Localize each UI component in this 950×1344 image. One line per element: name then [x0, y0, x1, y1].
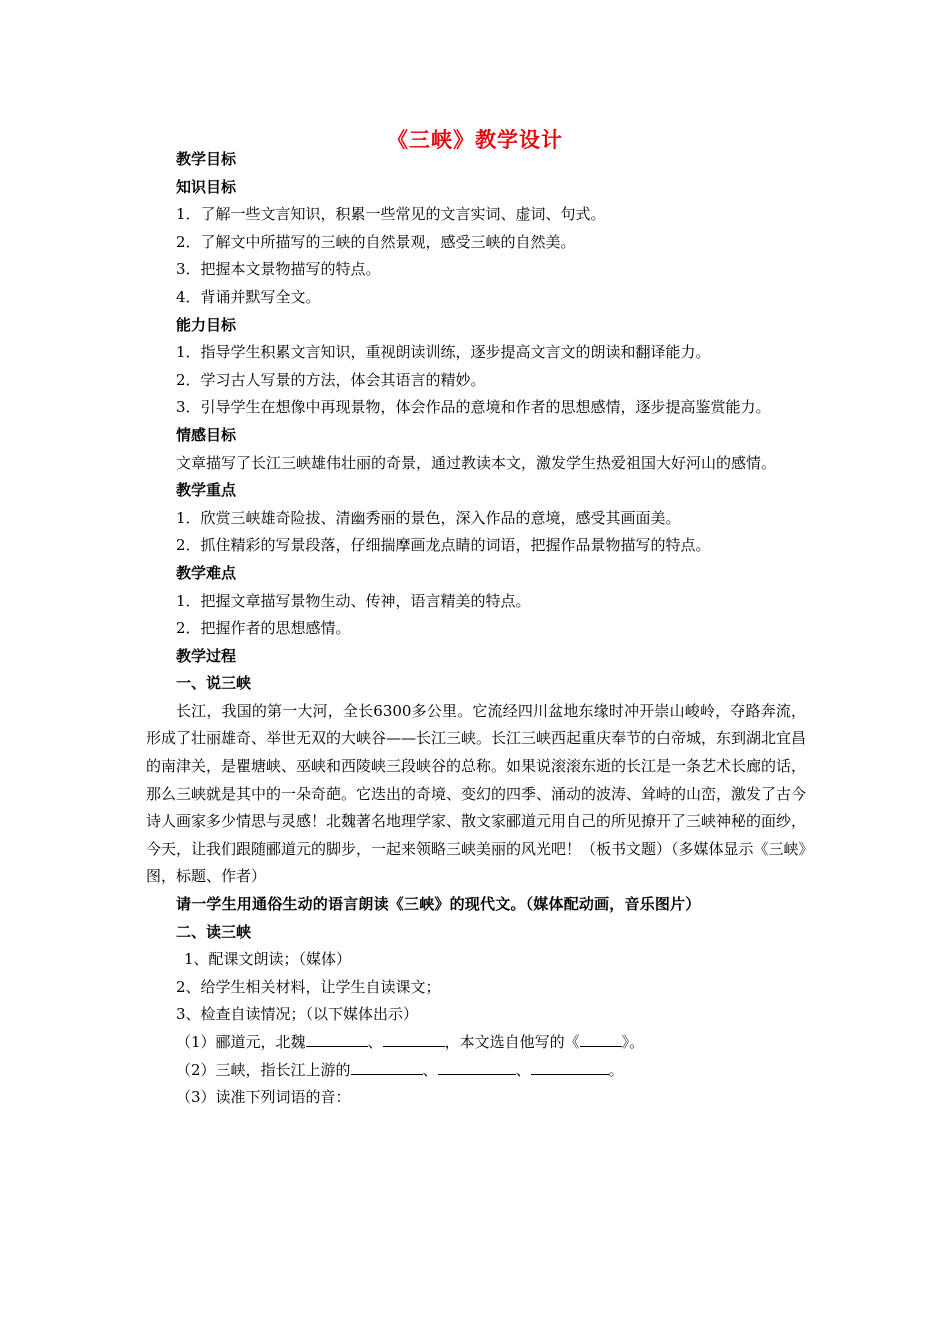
question-1-sep: 、 [367, 1033, 383, 1051]
heading-section-2: 二、读三峡 [176, 922, 252, 941]
heading-emotion-goals: 情感目标 [176, 425, 237, 444]
fill-blank[interactable] [438, 1060, 516, 1075]
difficult-item: 1．把握文章描写景物生动、传神，语言精美的特点。 [176, 591, 531, 610]
question-2-prefix: （2）三峡，指长江上游的 [176, 1060, 351, 1079]
read-item: 1、配课文朗读；（媒体） [184, 950, 352, 969]
heading-difficult-points: 教学难点 [176, 563, 237, 582]
fill-blank[interactable] [306, 1032, 368, 1047]
question-1-mid: ，本文选自他写的《 [444, 1033, 580, 1051]
knowledge-item: 1．了解一些文言知识，积累一些常见的文言实词、虚词、句式。 [176, 205, 606, 224]
heading-process: 教学过程 [176, 646, 237, 665]
fill-blank[interactable] [351, 1060, 423, 1075]
page-title: 《三峡》教学设计 [387, 128, 563, 152]
knowledge-item: 4．背诵并默写全文。 [176, 287, 321, 306]
heading-ability-goals: 能力目标 [176, 315, 237, 334]
question-2-suffix: 。 [608, 1060, 624, 1079]
ability-item: 3．引导学生在想像中再现景物，体会作品的意境和作者的思想感情，逐步提高鉴赏能力。 [176, 398, 771, 417]
section-1-paragraph: 长江，我国的第一大河，全长6300多公里。它流经四川盆地东缘时冲开崇山峻岭，夺路奔流，形成了壮丽雄奇、举世无双的大峡谷——长江三峡。长江三峡西起重庆奉节的白帝城，东到湖北宜昌的南津关，是瞿塘峡、巫峡和西陵峡三段峡谷的总称。如果说滚滚东逝的长江是一条艺术长廊的话，那么三峡就是其中的一朵奇葩。它迭出的奇境、变幻的四季、涌动的波涛、耸峙的山峦，激发了古今诗人画家多少情思与灵感！北魏著名地理学家、散文家郦道元用自己的所见撩开了三峡神秘的面纱，今天，让我们跟随郦道元的脚步，一起来领略三峡美丽的风光吧！（板书文题）（多媒体显示《三峡》图，标题、作者） [146, 701, 807, 886]
ability-item: 2．学习古人写景的方法，体会其语言的精妙。 [176, 370, 486, 389]
knowledge-item: 3．把握本文景物描写的特点。 [176, 260, 381, 279]
fill-blank[interactable] [531, 1060, 609, 1075]
heading-teaching-goals: 教学目标 [176, 150, 237, 168]
emotion-paragraph: 文章描写了长江三峡雄伟壮丽的奇景，通过教读本文，激发学生热爱祖国大好河山的感情。 [176, 453, 777, 472]
fill-blank[interactable] [383, 1032, 445, 1047]
read-item: 3、检查自读情况；（以下媒体出示） [176, 1005, 419, 1024]
question-1-prefix: （1）郦道元，北魏 [176, 1033, 306, 1051]
read-item: 2、给学生相关材料，让学生自读课文； [176, 977, 441, 996]
knowledge-item: 2．了解文中所描写的三峡的自然景观，感受三峡的自然美。 [176, 232, 576, 251]
question-1-suffix: 》。 [621, 1033, 645, 1051]
heading-section-1: 一、说三峡 [176, 674, 252, 693]
key-item: 1．欣赏三峡雄奇险拔、清幽秀丽的景色，深入作品的意境，感受其画面美。 [176, 508, 681, 527]
difficult-item: 2．把握作者的思想感情。 [176, 619, 351, 638]
question-3: （3）读准下列词语的音： [176, 1088, 351, 1107]
key-item: 2．抓住精彩的写景段落，仔细揣摩画龙点睛的词语，把握作品景物描写的特点。 [176, 536, 711, 555]
document-body [146, 146, 806, 1112]
heading-key-points: 教学重点 [176, 481, 237, 500]
question-2 [146, 1057, 806, 1085]
question-2-sep: 、 [515, 1060, 531, 1079]
heading-knowledge-goals: 知识目标 [176, 177, 237, 196]
ability-item: 1．指导学生积累文言知识，重视朗读训练，逐步提高文言文的朗读和翻译能力。 [176, 343, 711, 362]
fill-blank[interactable] [580, 1032, 622, 1047]
question-2-sep: 、 [422, 1060, 438, 1079]
bold-instruction: 请一学生用通俗生动的语言朗读《三峡》的现代文。（媒体配动画，音乐图片） [176, 895, 701, 914]
question-1 [146, 1029, 806, 1057]
